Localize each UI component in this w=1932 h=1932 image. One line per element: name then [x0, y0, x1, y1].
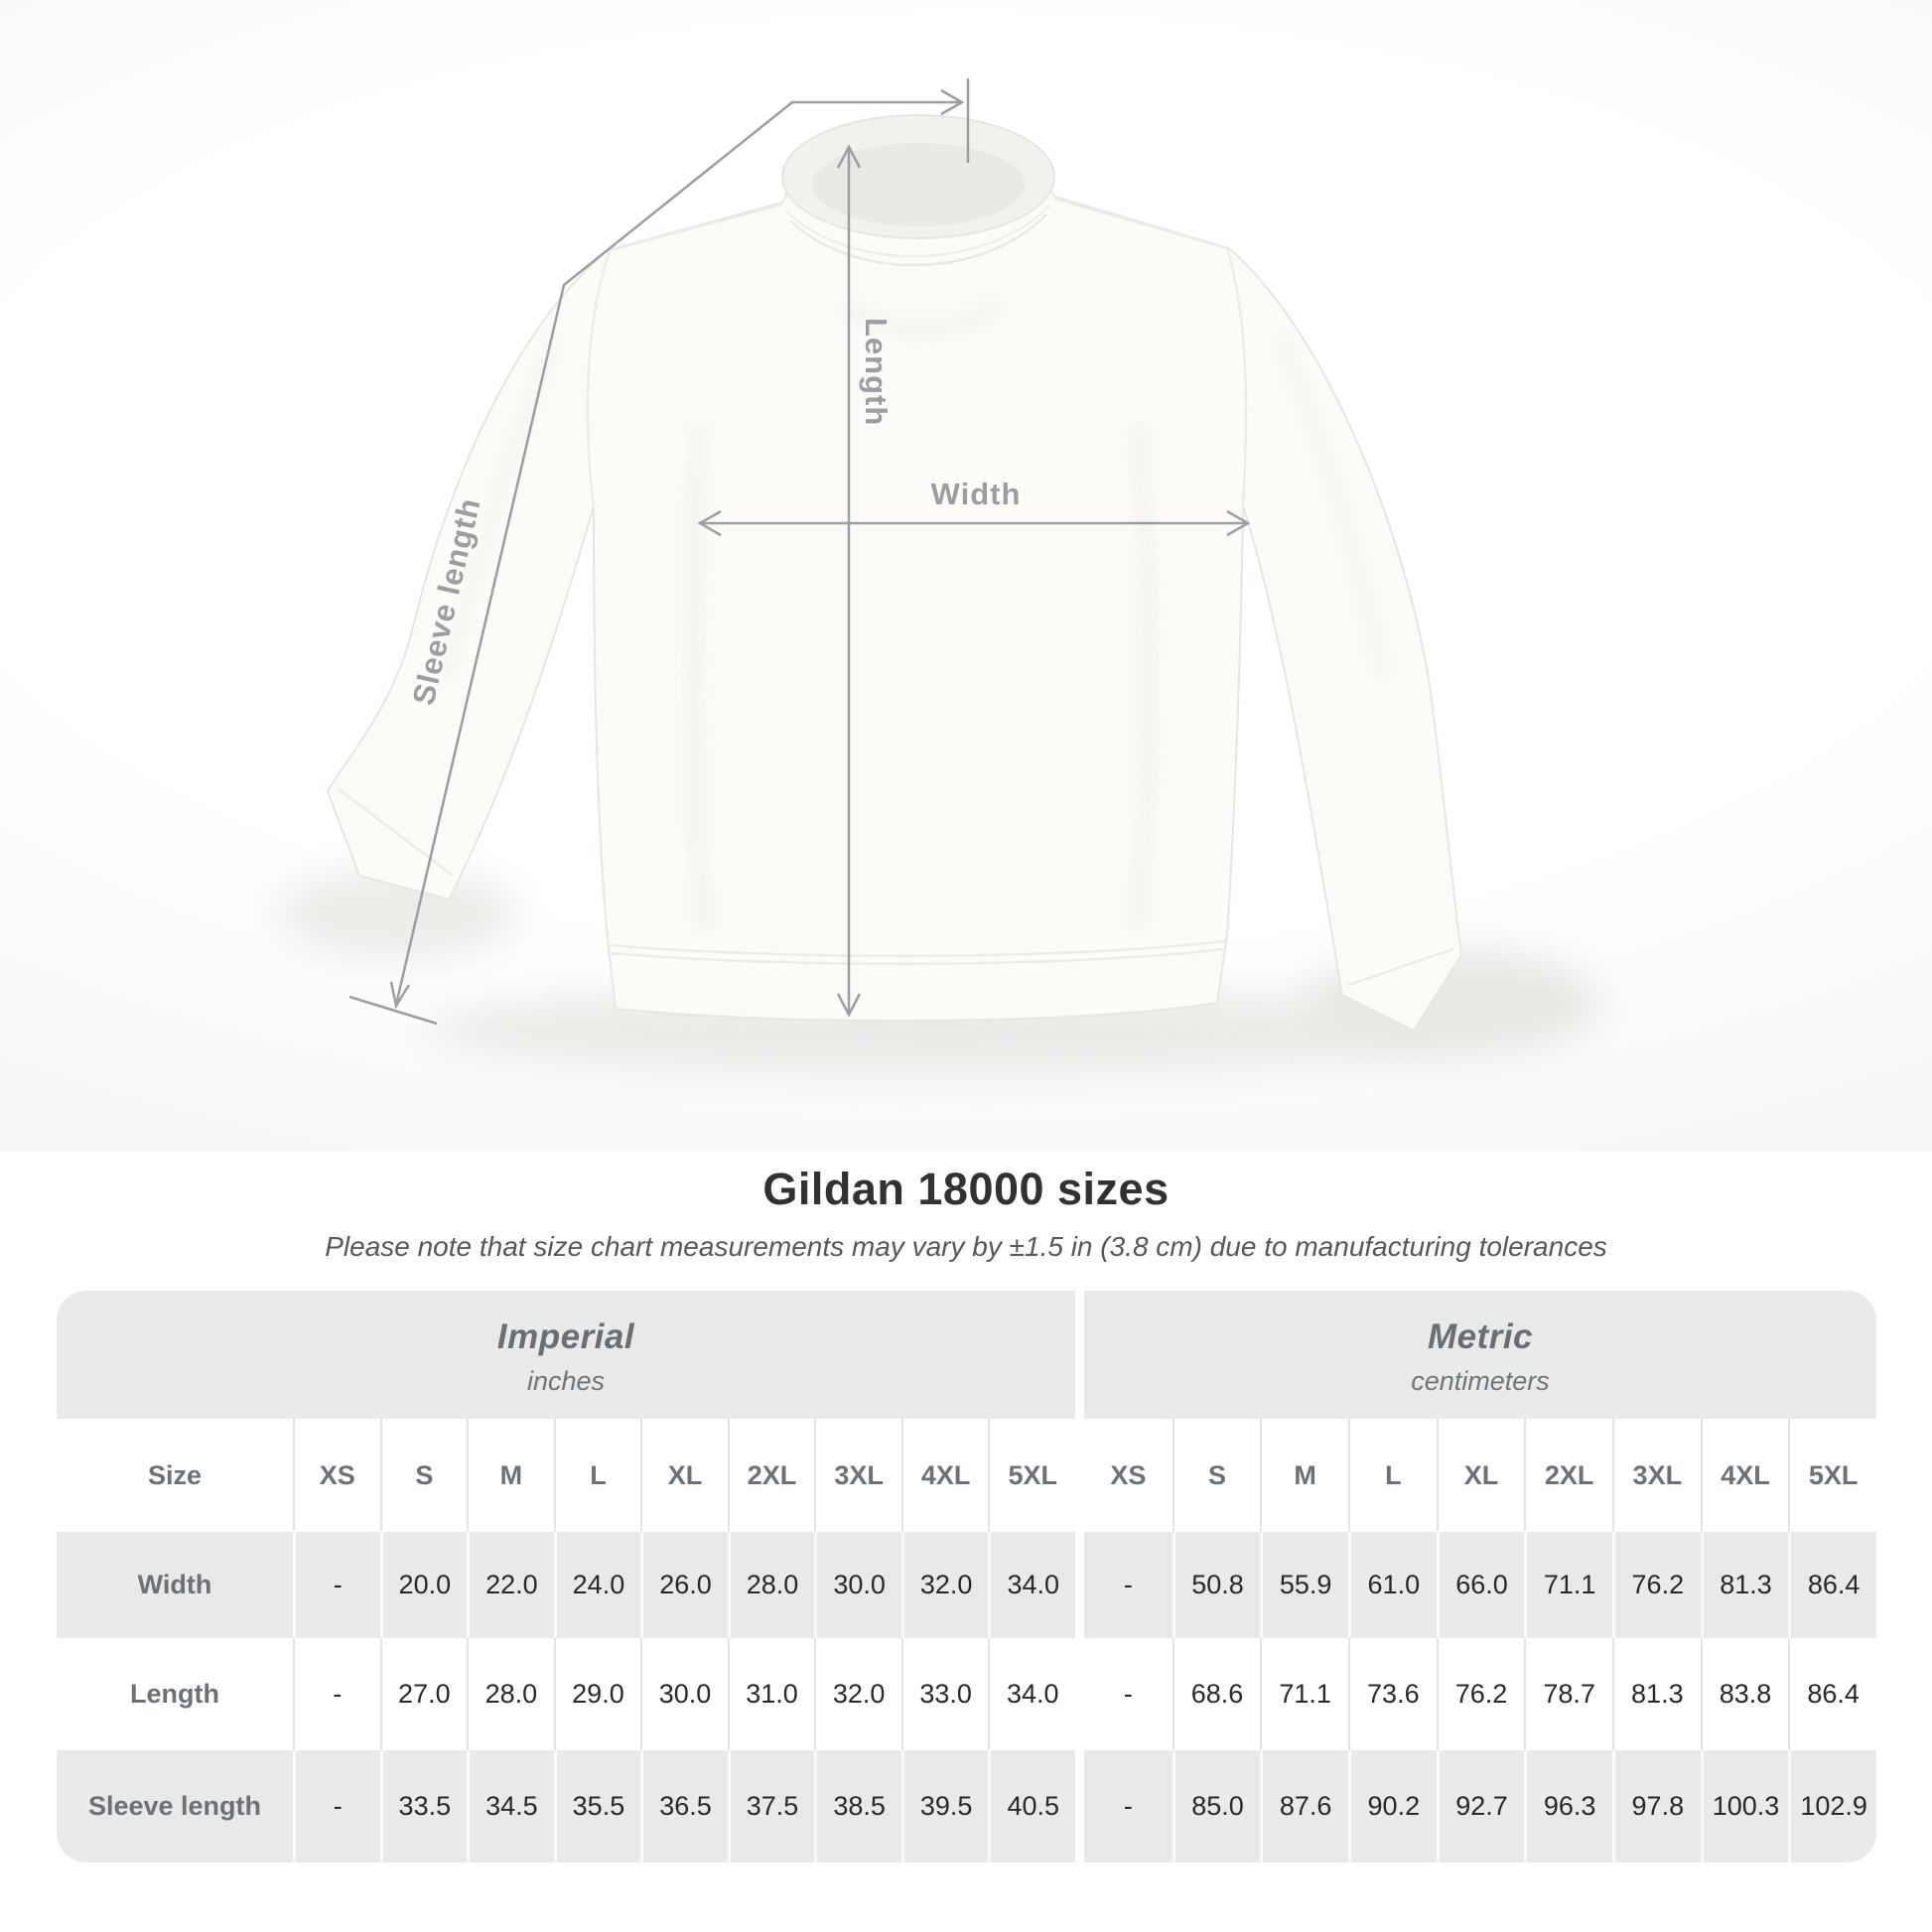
value-cell: 30.0 [814, 1532, 901, 1638]
width-label: Width [930, 477, 1022, 511]
imperial-title: Imperial [496, 1316, 635, 1356]
value-cell: 73.6 [1348, 1638, 1437, 1750]
length-label: Length [859, 318, 894, 427]
size-header-2XL: 2XL [728, 1419, 815, 1532]
cuff-tick [349, 997, 437, 1024]
page-title: Gildan 18000 sizes [762, 1164, 1170, 1214]
value-cell: - [1084, 1532, 1173, 1638]
value-cell: 61.0 [1348, 1532, 1437, 1638]
imperial-section [57, 1291, 1075, 1863]
value-cell: 34.0 [988, 1532, 1075, 1638]
value-cell: 66.0 [1437, 1532, 1525, 1638]
metric-unit: centimeters [1411, 1365, 1550, 1396]
value-cell: 76.2 [1437, 1638, 1525, 1750]
size-header-4XL: 4XL [901, 1419, 989, 1532]
row-label: Width [57, 1532, 293, 1638]
value-cell: 50.8 [1173, 1532, 1261, 1638]
row-label: Length [57, 1638, 293, 1750]
value-cell: 71.1 [1524, 1532, 1612, 1638]
value-cell: - [293, 1532, 380, 1638]
value-cell: 96.3 [1524, 1750, 1612, 1863]
metric-header [1084, 1291, 1876, 1419]
size-header-S: S [380, 1419, 468, 1532]
value-cell: 87.6 [1260, 1750, 1348, 1863]
size-header-S: S [1173, 1419, 1261, 1532]
metric-section [1084, 1291, 1876, 1863]
value-cell: 34.5 [467, 1750, 554, 1863]
value-cell: 85.0 [1173, 1750, 1261, 1863]
size-header-M: M [1260, 1419, 1348, 1532]
size-header-L: L [554, 1419, 641, 1532]
imperial-header [57, 1291, 1075, 1419]
value-cell: 100.3 [1701, 1750, 1789, 1863]
size-header-2XL: 2XL [1524, 1419, 1612, 1532]
value-cell: 29.0 [554, 1638, 641, 1750]
size-header-5XL: 5XL [1788, 1419, 1876, 1532]
value-cell: 38.5 [814, 1750, 901, 1863]
value-cell: 86.4 [1788, 1638, 1876, 1750]
value-cell: 36.5 [640, 1750, 728, 1863]
value-cell: 97.8 [1612, 1750, 1701, 1863]
row-label: Sleeve length [57, 1750, 293, 1863]
value-cell: 71.1 [1260, 1638, 1348, 1750]
tolerance-note: Please note that size chart measurements may vary by ±1.5 in (3.8 cm) due to manufacturing tolerances [325, 1231, 1607, 1262]
value-cell: - [1084, 1750, 1173, 1863]
value-cell: 81.3 [1612, 1638, 1701, 1750]
size-header-3XL: 3XL [814, 1419, 901, 1532]
size-header-3XL: 3XL [1612, 1419, 1701, 1532]
value-cell: - [1084, 1638, 1173, 1750]
metric-title: Metric [1427, 1316, 1534, 1356]
value-cell: 28.0 [467, 1638, 554, 1750]
value-cell: 30.0 [640, 1638, 728, 1750]
size-header-4XL: 4XL [1701, 1419, 1789, 1532]
value-cell: 37.5 [728, 1750, 815, 1863]
value-cell: 20.0 [380, 1532, 468, 1638]
value-cell: 86.4 [1788, 1532, 1876, 1638]
value-cell: 31.0 [728, 1638, 815, 1750]
size-header-XL: XL [640, 1419, 728, 1532]
value-cell: 32.0 [814, 1638, 901, 1750]
value-cell: 24.0 [554, 1532, 641, 1638]
size-header-XS: XS [293, 1419, 380, 1532]
value-cell: 40.5 [988, 1750, 1075, 1863]
size-header-XL: XL [1437, 1419, 1525, 1532]
value-cell: 28.0 [728, 1532, 815, 1638]
size-chart-table [57, 1291, 1876, 1863]
value-cell: 33.5 [380, 1750, 468, 1863]
imperial-unit: inches [526, 1365, 606, 1396]
value-cell: 32.0 [901, 1532, 989, 1638]
value-cell: 83.8 [1701, 1638, 1789, 1750]
value-cell: - [293, 1750, 380, 1863]
size-header-L: L [1348, 1419, 1437, 1532]
value-cell: 39.5 [901, 1750, 989, 1863]
value-cell: 92.7 [1437, 1750, 1525, 1863]
value-cell: 26.0 [640, 1532, 728, 1638]
value-cell: 35.5 [554, 1750, 641, 1863]
value-cell: 81.3 [1701, 1532, 1789, 1638]
size-column-header: Size [57, 1419, 293, 1532]
sleeve-length-label: Sleeve length [405, 493, 487, 709]
value-cell: 33.0 [901, 1638, 989, 1750]
value-cell: 27.0 [380, 1638, 468, 1750]
value-cell: 90.2 [1348, 1750, 1437, 1863]
size-header-M: M [467, 1419, 554, 1532]
value-cell: 102.9 [1788, 1750, 1876, 1863]
value-cell: 22.0 [467, 1532, 554, 1638]
value-cell: 34.0 [988, 1638, 1075, 1750]
value-cell: - [293, 1638, 380, 1750]
value-cell: 78.7 [1524, 1638, 1612, 1750]
value-cell: 55.9 [1260, 1532, 1348, 1638]
value-cell: 68.6 [1173, 1638, 1261, 1750]
size-header-5XL: 5XL [988, 1419, 1075, 1532]
value-cell: 76.2 [1612, 1532, 1701, 1638]
size-header-XS: XS [1084, 1419, 1173, 1532]
